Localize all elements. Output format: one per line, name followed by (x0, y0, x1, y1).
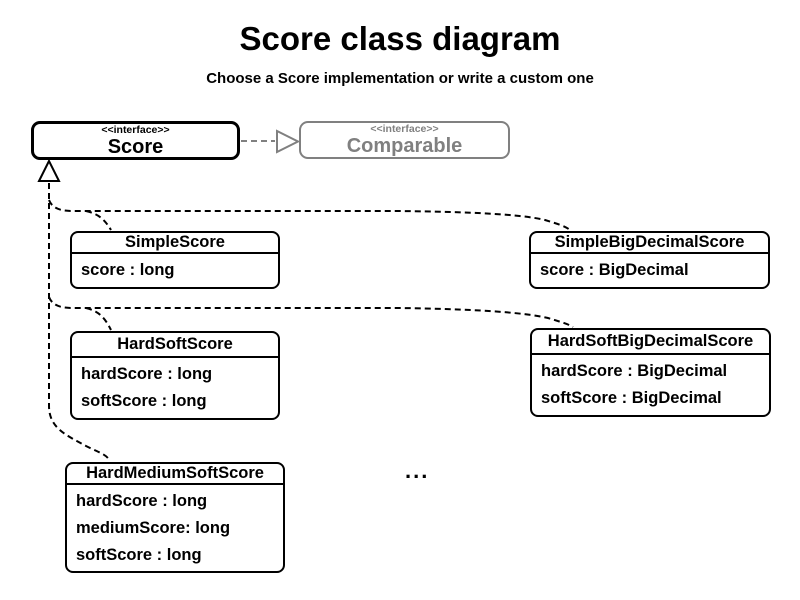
page-subtitle: Choose a Score implementation or write a custom one (206, 70, 594, 87)
attribute-row: hardScore : BigDecimal (541, 362, 728, 380)
class-box-hard-soft-bigdecimal-score (530, 328, 771, 417)
class-box-hard-medium-soft-score (65, 462, 285, 573)
page-title: Score class diagram (239, 20, 561, 57)
class-attributes (532, 355, 769, 415)
class-box-simple-score (70, 231, 280, 289)
class-box-simple-bigdecimal-score (529, 231, 770, 289)
attribute-row: score : long (81, 261, 175, 279)
attribute-row: softScore : long (76, 546, 202, 564)
more-implementations-ellipsis: ... (405, 458, 430, 483)
attribute-row: hardScore : long (76, 492, 208, 510)
class-title: SimpleScore (72, 233, 278, 254)
realization-drop-hardsoftscore (86, 308, 111, 330)
class-title: SimpleBigDecimalScore (531, 233, 768, 254)
stereotype-label: <<interface>> (370, 123, 439, 135)
class-attributes (531, 254, 768, 287)
class-title: HardSoftBigDecimalScore (532, 330, 769, 355)
realization-branch-simple-row (49, 200, 570, 230)
interface-name: Comparable (346, 135, 463, 157)
realization-drop-simplescore (86, 211, 111, 230)
class-attributes (72, 254, 278, 287)
attribute-row: score : BigDecimal (540, 261, 689, 279)
stereotype-label: <<interface>> (101, 123, 170, 136)
class-attributes (67, 485, 283, 572)
interface-box-score (31, 121, 240, 160)
attribute-row: softScore : BigDecimal (541, 389, 722, 407)
realization-arrowhead-score (39, 161, 59, 181)
attribute-row: mediumScore: long (76, 519, 231, 537)
class-title: HardMediumSoftScore (67, 464, 283, 485)
class-attributes (72, 358, 278, 418)
attribute-row: softScore : long (81, 392, 207, 410)
realization-arrowhead-comparable (277, 131, 298, 152)
interface-box-comparable (299, 121, 510, 159)
class-title: HardSoftScore (72, 333, 278, 358)
class-box-hard-soft-score (70, 331, 280, 420)
realization-branch-hardsoft-row (49, 297, 573, 327)
attribute-row: hardScore : long (81, 365, 213, 383)
interface-name: Score (107, 135, 164, 158)
